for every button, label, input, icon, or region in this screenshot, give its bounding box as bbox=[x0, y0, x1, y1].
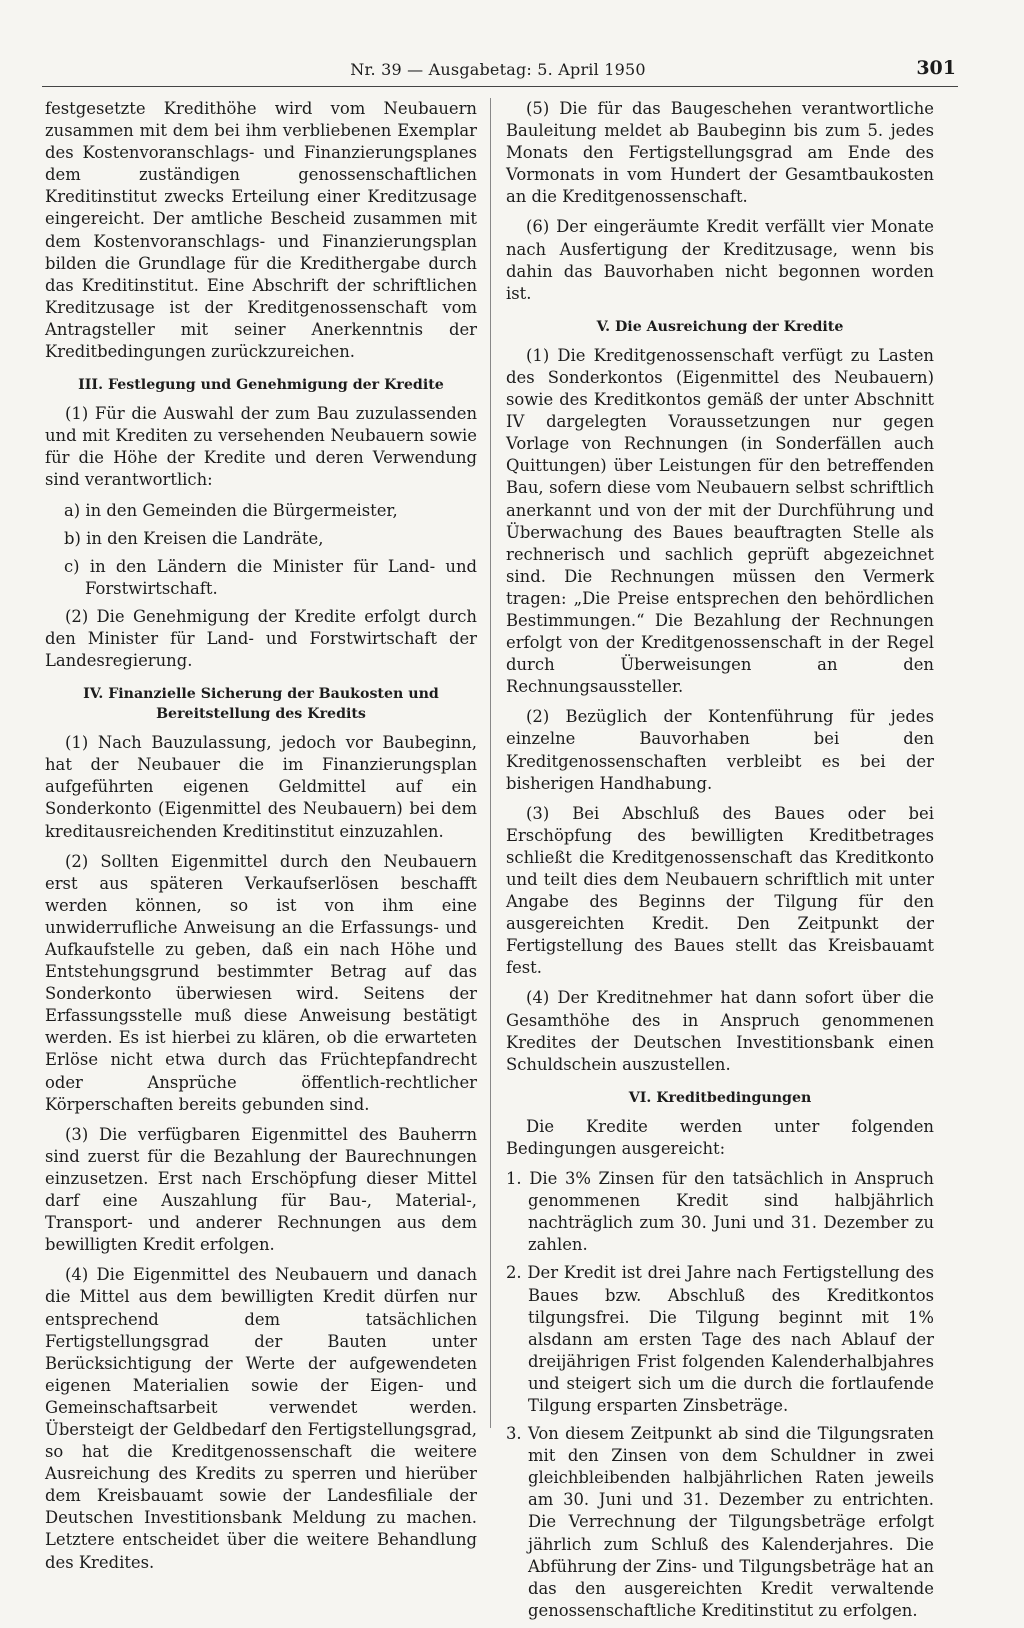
section-heading-iv-line2: Bereitstellung des Kredits bbox=[156, 706, 366, 723]
paragraph-iv-3: (3) Die verfügbaren Eigenmittel des Bauherrn sind zuerst für die Bezahlung der Baurechnungen einzusetzen. Erst nach Erschöpfung dieser Mittel darf eine Auszahlung für Bau-, Material-, Transport- und anderer Rechnungen aus dem bewilligten Kredit erfolgen. bbox=[45, 1124, 477, 1255]
column-separator bbox=[490, 98, 491, 1428]
page-header bbox=[40, 57, 956, 84]
list-item: 2. Der Kredit ist drei Jahre nach Fertigstellung des Baues bzw. Abschluß des Kreditkontos tilgungsfrei. Die Tilgung beginnt mit 1% alsdann am ersten Tage des nach Ablauf der dreijährigen Frist folgenden Kalenderhalbjahres und steigert sich um die durch die fortlaufende Tilgung ersparten Zinsbeträge. bbox=[506, 1263, 934, 1415]
paragraph-iv-2: (2) Sollten Eigenmittel durch den Neubauern erst aus späteren Verkaufserlösen beschafft werden können, so ist von ihm eine unwiderrufliche Anweisung an die Erfassungs- und Aufkaufstelle zu geben, daß ein nach Höhe und Entstehungsgrund bestimmter Betrag auf das Sonderkonto überwiesen wird. Seitens der Erfassungsstelle muß diese Anweisung bestätigt werden. Es ist hierbei zu klären, ob die erwarteten Erlöse nicht etwa durch das Früchtepfandrecht oder Ansprüche öffentlich-rechtlicher Körperschaften bereits gebunden sind. bbox=[45, 851, 477, 1114]
credit-conditions-list bbox=[506, 1168, 934, 1622]
responsibility-list bbox=[45, 500, 477, 600]
page-number: 301 bbox=[916, 57, 956, 79]
paragraph-iv-1: (1) Nach Bauzulassung, jedoch vor Baubeginn, hat der Neubauer die im Finanzierungsplan aufgeführten eigenen Geldmittel auf ein Sonderkonto (Eigenmittel des Neubauern) bei dem kreditausreichenden Kreditinstitut einzuzahlen. bbox=[45, 733, 477, 841]
right-column bbox=[506, 98, 934, 1628]
section-heading-vi: VI. Kreditbedingungen bbox=[628, 1089, 812, 1106]
paragraph-iii-2: (2) Die Genehmigung der Kredite erfolgt durch den Minister für Land- und Forstwirtschaft der Landesregierung. bbox=[45, 606, 477, 671]
section-heading-iv-line1: IV. Finanzielle Sicherung der Baukosten und bbox=[83, 686, 439, 703]
header-rule bbox=[42, 86, 958, 87]
running-head: Nr. 39 — Ausgabetag: 5. April 1950 bbox=[350, 60, 646, 79]
section-heading-iv bbox=[45, 684, 477, 724]
paragraph-vi-intro: Die Kredite werden unter folgenden Bedingungen ausgereicht: bbox=[506, 1116, 934, 1158]
section-heading-iii: III. Festlegung und Genehmigung der Kredite bbox=[78, 377, 444, 394]
list-item: c) in den Ländern die Minister für Land- und Forstwirtschaft. bbox=[64, 556, 477, 598]
left-column bbox=[45, 98, 477, 1582]
paragraph-v-3: (3) Bei Abschluß des Baues oder bei Erschöpfung des bewilligten Kreditbetrages schließt die Kreditgenossenschaft das Kreditkonto und teilt dies dem Neubauern schriftlich mit unter Angabe des Beginns der Tilgung für den ausgereichten Kredit. Den Zeitpunkt der Fertigstellung des Baues stellt das Kreisbauamt fest. bbox=[506, 803, 934, 978]
section-heading-v: V. Die Ausreichung der Kredite bbox=[596, 318, 844, 335]
list-item: b) in den Kreisen die Landräte, bbox=[64, 528, 324, 548]
paragraph-iv-6: (6) Der eingeräumte Kredit verfällt vier Monate nach Ausfertigung der Kreditzusage, wenn bis dahin das Bauvorhaben nicht begonnen worden ist. bbox=[506, 217, 934, 303]
list-item: a) in den Gemeinden die Bürgermeister, bbox=[64, 500, 398, 520]
list-item: 3. Von diesem Zeitpunkt ab sind die Tilgungsraten mit den Zinsen von dem Schuldner in zwei gleichbleibenden halbjährlichen Raten jeweils am 30. Juni und 31. Dezember zu entrichten. Die Verrechnung der Tilgungsbeträge erfolgt jährlich zum Schluß des Kalenderjahres. Die Abführung der Zins- und Tilgungsbeträge hat an das den ausgereichten Kredit verwaltende genossenschaftliche Kreditinstitut zu erfolgen. bbox=[506, 1424, 934, 1620]
paragraph-v-1: (1) Die Kreditgenossenschaft verfügt zu Lasten des Sonderkontos (Eigenmittel des Neubauern) sowie des Kreditkontos gemäß der unter Abschnitt IV dargelegten Voraussetzungen nur gegen Vorlage von Rechnungen (in Sonderfällen auch Quittungen) über Leistungen für den betreffenden Bau, sofern diese vom Neubauern selbst schriftlich anerkannt und von der mit der Durchführung und Überwachung des Baues beauftragten Stelle als rechnerisch und sachlich geprüft abgezeichnet sind. Die Rechnungen müssen den Vermerk tragen: „Die Preise entsprechen den behördlichen Bestimmungen.“ Die Bezahlung der Rechnungen erfolgt von der Kreditgenossenschaft in der Regel durch Überweisungen an den Rechnungsaussteller. bbox=[506, 345, 934, 697]
paragraph-v-2: (2) Bezüglich der Kontenführung für jedes einzelne Bauvorhaben bei den Kreditgenossenschaften verbleibt es bei der bisherigen Handhabung. bbox=[506, 707, 934, 793]
paragraph-iv-5: (5) Die für das Baugeschehen verantwortliche Bauleitung meldet ab Baubeginn bis zum 5. jedes Monats den Fertigstellungsgrad am Ende des Vormonats in vom Hundert der Gesamtbaukosten an die Kreditgenossenschaft. bbox=[506, 99, 934, 207]
list-item: 1. Die 3% Zinsen für den tatsächlich in Anspruch genommenen Kredit sind halbjährlich nachträglich zum 30. Juni und 31. Dezember zu zahlen. bbox=[506, 1169, 934, 1255]
paragraph-iv-4: (4) Die Eigenmittel des Neubauern und danach die Mittel aus dem bewilligten Kredit dürfen nur entsprechend dem tatsächlichen Fertigstellungsgrad der Bauten unter Berücksichtigung der Werte der aufgewendeten eigenen Materialien sowie der Eigen- und Gemeinschaftsarbeit verwendet werden. Übersteigt der Geldbedarf den Fertigstellungsgrad, so hat die Kreditgenossenschaft die weitere Ausreichung des Kredits zu sperren und hierüber dem Kreisbauamt sowie der Landesfiliale der Deutschen Investitionsbank Meldung zu machen. Letztere entscheidet über die weitere Behandlung des Kredites. bbox=[45, 1265, 477, 1572]
paragraph-v-4: (4) Der Kreditnehmer hat dann sofort über die Gesamthöhe des in Anspruch genommenen Kredites der Deutschen Investitionsbank einen Schuldschein auszustellen. bbox=[506, 988, 934, 1074]
paragraph-iii-1: (1) Für die Auswahl der zum Bau zuzulassenden und mit Krediten zu versehenden Neubauern sowie für die Höhe der Kredite und deren Verwendung sind verantwortlich: bbox=[45, 404, 477, 490]
paragraph-continued: festgesetzte Kredithöhe wird vom Neubauern zusammen mit dem bei ihm verbliebenen Exemplar des Kostenvoranschlags- und Finanzierungsplanes dem zuständigen genossenschaftlichen Kreditinstitut zwecks Erteilung einer Kreditzusage eingereicht. Der amtliche Bescheid zusammen mit dem Kostenvoranschlags- und Finanzierungsplan bilden die Grundlage für die Kredithergabe durch das Kreditinstitut. Eine Abschrift der schriftlichen Kreditzusage ist der Kreditgenossenschaft vom Antragsteller mit seiner Anerkenntnis der Kreditbedingungen zurückzureichen. bbox=[45, 99, 477, 362]
